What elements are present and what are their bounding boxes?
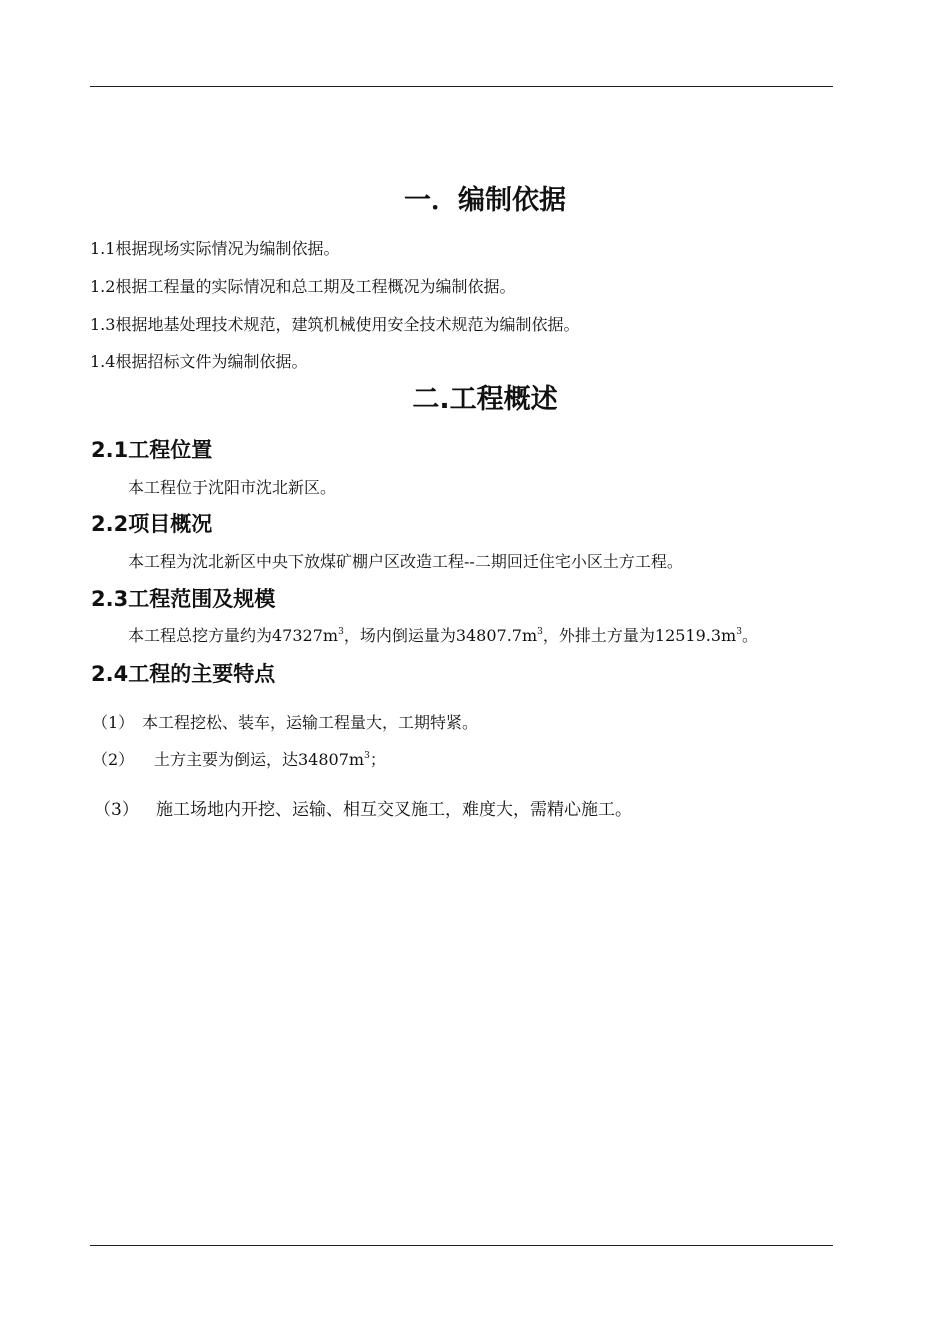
basis-item-1: 1.1根据现场实际情况为编制依据。	[90, 239, 340, 258]
unit-sup: 3	[338, 627, 344, 637]
sentence-end: 。	[741, 626, 758, 645]
footer-rule	[90, 1245, 833, 1246]
volume-total: 本工程总挖方量约为47327m	[128, 626, 339, 645]
header-rule	[90, 86, 833, 87]
feature-item-1-label: （1）	[92, 713, 135, 732]
feature-item-3-label: （3）	[94, 800, 139, 820]
feature-item-2-label: （2）	[92, 750, 135, 769]
feature-item-2	[92, 749, 386, 771]
heading-2-2: 2.2项目概况	[91, 512, 213, 536]
feature-item-1	[92, 712, 478, 734]
feature-item-2-text: 土方主要为倒运，达34807m	[154, 750, 365, 769]
heading-2-1: 2.1工程位置	[91, 438, 213, 462]
paragraph-2-1: 本工程位于沈阳市沈北新区。	[128, 478, 337, 497]
paragraph-2-3	[128, 625, 758, 647]
basis-item-2: 1.2根据工程量的实际情况和总工期及工程概况为编制依据。	[90, 277, 516, 296]
feature-item-3-text: 施工场地内开挖、运输、相互交叉施工，难度大，需精心施工。	[156, 800, 632, 820]
basis-item-3: 1.3根据地基处理技术规范，建筑机械使用安全技术规范为编制依据。	[90, 315, 580, 334]
volume-external: ，外排土方量为12519.3m	[542, 626, 737, 645]
paragraph-2-2: 本工程为沈北新区中央下放煤矿棚户区改造工程--二期回迁住宅小区土方工程。	[128, 552, 683, 571]
feature-item-3	[94, 799, 632, 821]
volume-internal: ，场内倒运量为34807.7m	[343, 626, 538, 645]
section-1-title: 一．编制依据	[404, 185, 566, 216]
feature-item-1-text: 本工程挖松、装车，运输工程量大，工期特紧。	[142, 713, 479, 732]
heading-2-4: 2.4工程的主要特点	[91, 662, 276, 686]
basis-item-4: 1.4根据招标文件为编制依据。	[90, 352, 308, 371]
heading-2-3: 2.3工程范围及规模	[91, 587, 276, 611]
unit-sup: 3	[736, 627, 742, 637]
feature-item-2-tail: ；	[369, 750, 386, 769]
unit-sup: 3	[537, 627, 543, 637]
section-2-title: 二.工程概述	[412, 384, 558, 415]
unit-sup: 3	[364, 751, 370, 761]
